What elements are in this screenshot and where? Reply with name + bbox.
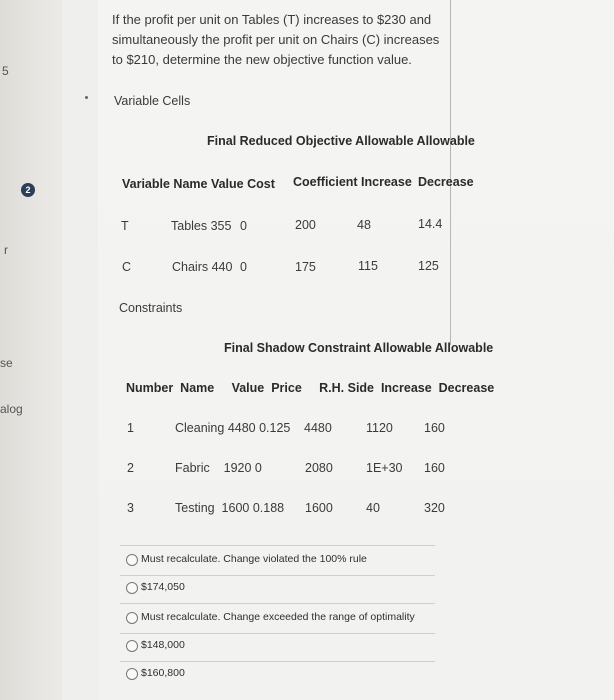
constraint-name-value-price: Cleaning 4480 0.125 [175, 421, 291, 435]
radio-button[interactable] [126, 668, 138, 680]
variable-cells-heading: Variable Cells [114, 94, 191, 108]
variable-reduced-cost: 0 [240, 260, 247, 274]
constraint-allow-increase: 40 [366, 501, 380, 515]
constraint-number: 3 [127, 501, 134, 515]
table-divider [450, 0, 451, 345]
constraint-allow-decrease: 320 [424, 501, 445, 515]
question-number-badge[interactable]: 2 [21, 183, 35, 197]
constraint-name-value-price: Testing 1600 0.188 [175, 501, 285, 515]
question-line-1: If the profit per unit on Tables (T) increases to $230 and [112, 12, 432, 27]
constraint-number: 2 [127, 461, 134, 475]
bullet-dot [85, 96, 88, 99]
answer-option-1[interactable]: Must recalculate. Change violated the 100% rule [141, 553, 367, 565]
variable-allow-decrease: 125 [418, 259, 439, 273]
radio-button[interactable] [126, 640, 138, 652]
answer-option-2[interactable]: $174,050 [141, 581, 185, 593]
left-sidebar-strip [0, 0, 62, 700]
constraint-allow-decrease: 160 [424, 461, 445, 475]
variable-allow-decrease: 14.4 [418, 217, 443, 231]
question-line-2: simultaneously the profit per unit on Chairs (C) increases [112, 32, 440, 47]
option-separator [120, 575, 435, 576]
variable-reduced-cost: 0 [240, 219, 247, 233]
answer-option-3[interactable]: Must recalculate. Change exceeded the range of optimality [141, 611, 415, 623]
constraints-header-row2: Number Name Value Price R.H. Side Increase Decrease [126, 381, 495, 395]
constraint-rhs: 1600 [305, 501, 333, 515]
radio-button[interactable] [126, 612, 138, 624]
sidebar-fragment: 5 [2, 64, 9, 78]
constraints-header-row1: Final Shadow Constraint Allowable Allowable [224, 341, 494, 355]
constraint-name-value-price: Fabric 1920 0 [175, 461, 262, 475]
option-separator [120, 661, 435, 662]
constraint-rhs: 4480 [304, 421, 332, 435]
variable-objective-coef: 175 [295, 260, 316, 274]
constraint-allow-increase: 1120 [366, 421, 393, 435]
sidebar-fragment: r [4, 243, 8, 257]
sidebar-link-se[interactable]: se [0, 356, 13, 370]
option-separator [120, 545, 435, 546]
variable-id-t: T [121, 219, 129, 233]
constraint-rhs: 2080 [305, 461, 333, 475]
variable-allow-increase: 115 [358, 259, 378, 273]
variable-objective-coef: 200 [295, 218, 316, 232]
option-separator [120, 603, 435, 604]
variable-header-mid: Coefficient Increase [293, 175, 412, 189]
variable-id-c: C [122, 260, 132, 274]
constraint-number: 1 [127, 421, 134, 435]
variable-header-left: Variable Name Value Cost [122, 177, 275, 191]
variable-name-value: Chairs 440 [172, 260, 233, 274]
answer-option-4[interactable]: $148,000 [141, 639, 185, 651]
radio-button[interactable] [126, 554, 138, 566]
variable-name-value: Tables 355 [171, 219, 232, 233]
constraints-heading: Constraints [119, 301, 183, 315]
constraint-allow-increase: 1E+30 [366, 461, 403, 475]
sidebar-link-alog[interactable]: alog [0, 402, 23, 416]
question-line-3: to $210, determine the new objective function value. [112, 52, 412, 67]
constraint-allow-decrease: 160 [424, 421, 445, 435]
variable-header-row1: Final Reduced Objective Allowable Allowable [207, 134, 475, 148]
answer-option-5[interactable]: $160,800 [141, 667, 185, 679]
radio-button[interactable] [126, 582, 138, 594]
variable-header-right: Decrease [418, 175, 474, 189]
option-separator [120, 633, 435, 634]
variable-allow-increase: 48 [357, 218, 371, 232]
